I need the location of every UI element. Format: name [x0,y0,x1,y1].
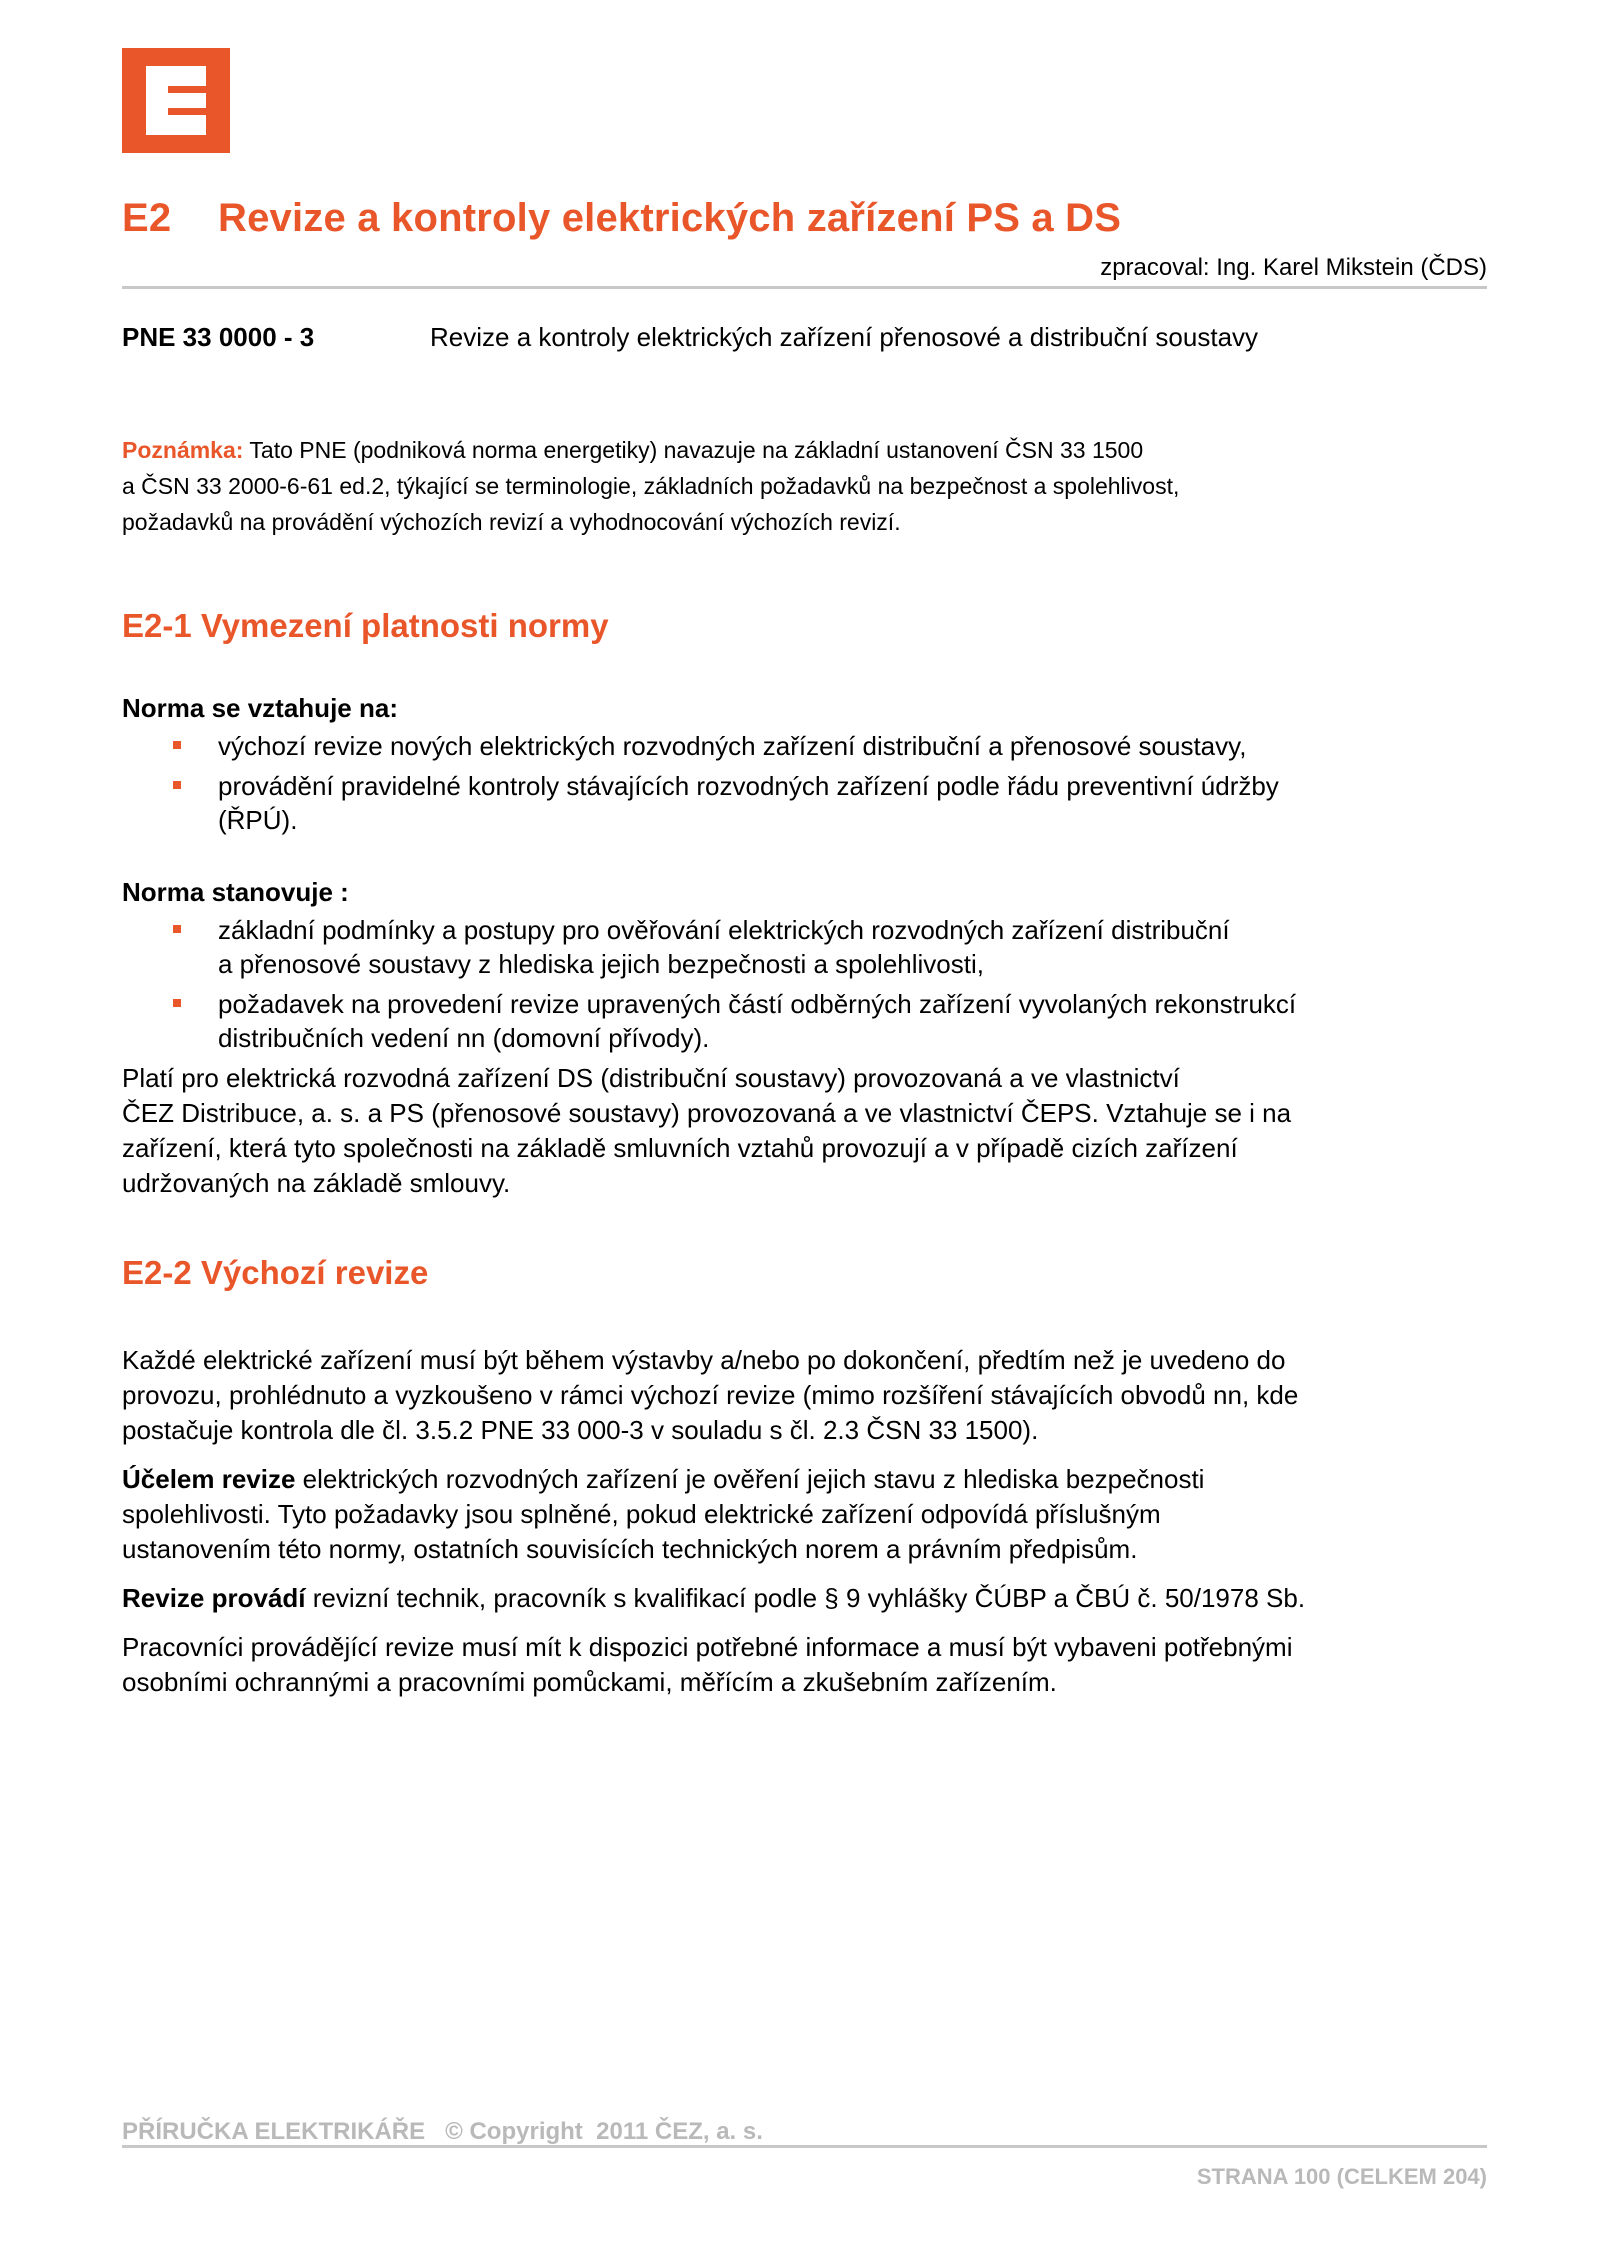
footer-page-number: STRANA 100 (CELKEM 204) [1196,2164,1487,2189]
workers-paragraph: Pracovníci provádějící revize musí mít k dispozici potřebné informace a musí být vybaveni potřebnými osobními ochrannými a pracovními pomůckami, měřícím a zkušebním zařízením. [122,1632,1293,1697]
performer-paragraph: Revize provádí revizní technik, pracovník s kvalifikací podle § 9 vyhlášky ČÚBP a ČBÚ č. 50/1978 Sb. [122,1583,1306,1613]
note-line-1: Poznámka: Tato PNE (podniková norma energetiky) navazuje na základní ustanovení ČSN 33 1500 [122,437,1144,463]
title-number: E2 [122,196,172,240]
section-heading-e2-2: E2-2 Výchozí revize [122,1254,429,1291]
footer-divider [122,2145,1487,2148]
document-body [122,320,1492,1700]
note-line-2: a ČSN 33 2000-6-61 ed.2, týkající se terminologie, základních požadavků na bezpečnost a spolehlivost, [122,473,1180,499]
section-heading-e2-1: E2-1 Vymezení platnosti normy [122,607,609,644]
scope-paragraph: Platí pro elektrická rozvodná zařízení DS (distribuční soustavy) provozovaná a ve vlastnictví ČEZ Distribuce, a. s. a PS (přenosové soustavy) provozovaná a ve vlastnictví ČEPS. Vztahuje se i na zařízení, která tyto společnosti na základě smluvních vztahů provozují a v případě cizích zařízení udržovaných na základě smlouvy. [122,1063,1292,1198]
list-item: výchozí revize nových elektrických rozvodných zařízení distribuční a přenosové soustavy, [122,729,1492,763]
list-item: základní podmínky a postupy pro ověřování elektrických rozvodných zařízení distribuční a přenosové soustavy z hlediska jejich bezpečnosti a spolehlivosti, [122,913,1492,981]
page-title [122,196,1121,241]
applies-list [122,729,1492,837]
bullet-square-icon [173,781,181,789]
cez-logo [122,48,230,153]
list-item: provádění pravidelné kontroly stávajících rozvodných zařízení podle řádu preventivní údržby (ŘPÚ). [122,769,1492,837]
bullet-square-icon [173,999,181,1007]
pne-description: Revize a kontroly elektrických zařízení přenosové a distribuční soustavy [430,322,1259,352]
header-divider [122,286,1487,289]
initial-revision-paragraph: Každé elektrické zařízení musí být během výstavby a/nebo po dokončení, předtím než je uvedeno do provozu, prohlédnuto a vyzkoušeno v rámci výchozí revize (mimo rozšíření stávajících obvodů nn, kde postačuje kontrola dle čl. 3.5.2 PNE 33 000-3 v souladu s čl. 2.3 ČSN 33 1500). [122,1345,1299,1445]
applies-label: Norma se vztahuje na: [122,693,398,723]
sets-label: Norma stanovuje : [122,877,349,907]
pne-row [122,320,1492,354]
performer-bold: Revize provádí [122,1583,306,1613]
purpose-paragraph: Účelem revize elektrických rozvodných zařízení je ověření jejich stavu z hlediska bezpečnosti spolehlivosti. Tyto požadavky jsou splněné, pokud elektrické zařízení odpovídá příslušným ustanovením této normy, ostatních souvisících technických norem a právním předpisům. [122,1464,1205,1564]
bullet-square-icon [173,741,181,749]
note-label: Poznámka: [122,437,244,463]
author-line: zpracoval: Ing. Karel Mikstein (ČDS) [1100,254,1487,281]
note-block [122,432,1492,540]
list-item: požadavek na provedení revize upravených částí odběrných zařízení vyvolaných rekonstrukcí distribučních vedení nn (domovní přívody). [122,987,1492,1055]
footer-copyright: PŘÍRUČKA ELEKTRIKÁŘE © Copyright 2011 ČEZ, a. s. [122,2118,763,2145]
sets-list [122,913,1492,1055]
pne-code: PNE 33 0000 - 3 [122,322,315,352]
purpose-bold: Účelem revize [122,1464,296,1494]
note-line-3: požadavků na provádění výchozích revizí a vyhodnocování výchozích revizí. [122,509,901,535]
title-text: Revize a kontroly elektrických zařízení PS a DS [218,196,1122,240]
bullet-square-icon [173,925,181,933]
